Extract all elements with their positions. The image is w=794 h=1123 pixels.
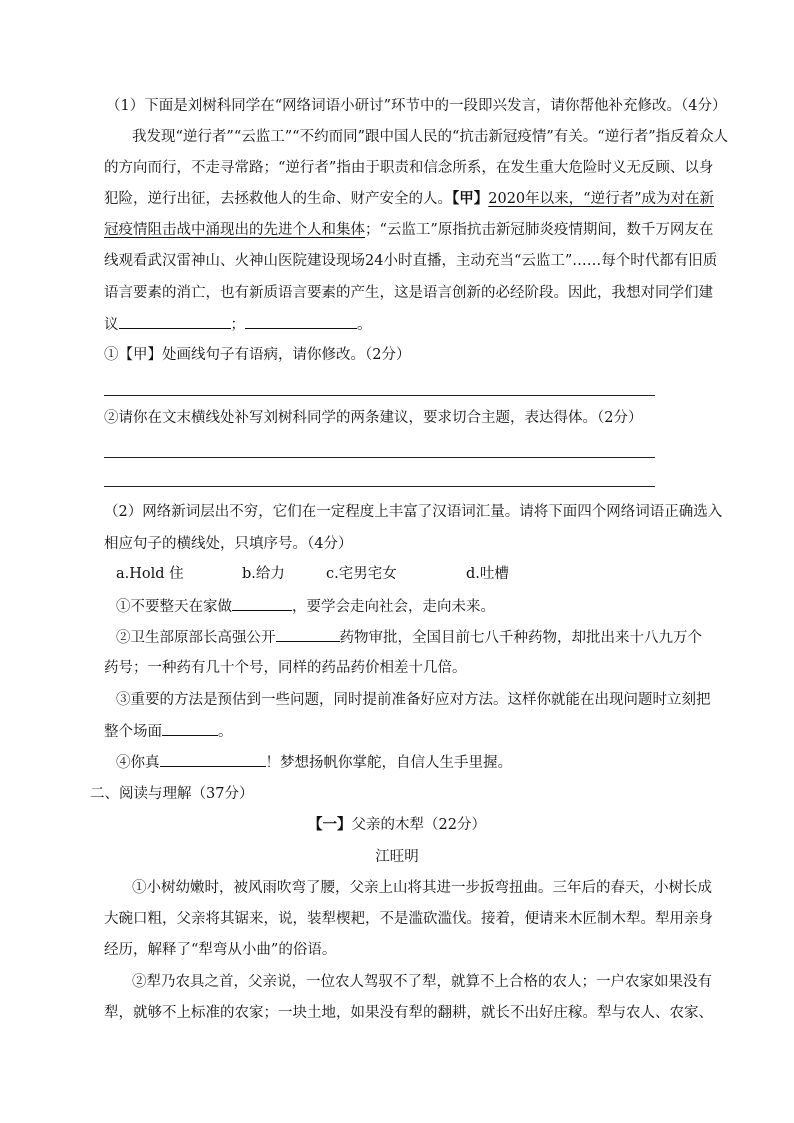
q2-text: 药物审批，全国目前七八千种药物，却批出来十八九万个 [339,630,702,646]
answer-blank[interactable] [245,314,357,329]
option-b: b.给力 [242,566,285,582]
jia-mark: 【甲】 [452,190,489,207]
q2-text: ，要学会走向社会，走向未来。 [292,599,495,615]
q1-paragraph-line: 线观看武汉雷神山、火神山医院建设现场24小时直播，主动充当“云监工”……每个时代都有旧质 [104,253,718,269]
underlined-sentence: 2020年以来，“逆行者”成为对在新 [488,191,714,207]
q2-text: 。 [218,724,233,740]
passage-line: ②犁乃农具之首，父亲说，一位农人驾驭不了犁，就算不上合格的农人；一户农家如果没有 [132,974,712,990]
q2-text: ④你真 [116,755,160,771]
answer-line[interactable] [104,395,655,396]
passage-line: 犁，就够不上标准的农家；一块土地，如果没有犁的翻耕，就长不出好庄稼。犁与农人、农家、 [104,1005,713,1021]
answer-blank[interactable] [232,596,292,611]
passage-title-text: 父亲的木犁（22分） [351,817,486,833]
q1-text: 。 [357,317,372,333]
q2-text: 整个场面 [104,724,162,740]
q1-paragraph-line [104,220,714,240]
q2-header: 相应句子的横线处，只填序号。（4分） [104,536,353,552]
section-heading: 二、阅读与理解（37分） [90,786,254,802]
q1-sub2: ②请你在文末横线处补写刘树科同学的两条建议，要求切合主题，表达得体。（2分） [104,410,643,426]
passage-line: ①小树幼嫩时，被风雨吹弯了腰，父亲上山将其进一步扳弯扭曲。三年后的春天，小树长成 [132,880,712,896]
passage-mark: 【一】 [308,816,352,833]
answer-line[interactable] [104,486,655,487]
q1-text: ；“云监工”原指抗击新冠肺炎疫情期间，数千万网友在 [365,222,714,238]
q2-sentence-4 [116,752,706,773]
option-d: d.吐槽 [466,566,509,582]
answer-blank[interactable] [276,627,340,642]
q1-paragraph-line: 我发现“逆行者”“云监工”“不约而同”跟中国人民的“抗击新冠疫情”有关。“逆行者”指反着众人 [132,129,729,145]
option-c: c.宅男宅女 [326,566,397,582]
q1-header: （1）下面是刘树科同学在“网络词语小研讨”环节中的一段即兴发言，请你帮他补充修改。（4分） [106,98,727,114]
passage-line: 大碗口粗，父亲将其锯来，说，装犁楔耙，不是滥砍滥伐。接着，便请来木匠制木犁。犁用亲身 [104,911,713,927]
underlined-sentence: 冠疫情阻击战中涌现出的先进个人和集体 [104,222,365,238]
q1-paragraph-line: 的方向而行，不走寻常路；“逆行者”指由于职责和信念所系，在发生重大危险时义无反顾、以身 [104,160,714,176]
q1-paragraph-line: 语言要素的消亡，也有新质语言要素的产生，这是语言创新的必经阶段。因此，我想对同学们建 [104,285,713,301]
q2-sentence-3-cont [104,721,694,742]
q2-sentence-3: ③重要的方法是预估到一些问题，同时提前准备好应对方法。这样你就能在出现问题时立刻把 [116,692,711,708]
q2-sentence-1 [116,596,706,617]
q2-sentence-2-cont: 药号；一种药有几十个号，同样的药品药价相差十几倍。 [104,660,467,676]
q1-text: 犯险，逆行出征，去拯救他人的生命、财产安全的人。 [104,191,452,207]
passage-author: 江旺明 [375,849,419,865]
answer-line[interactable] [104,457,655,458]
q2-sentence-2 [116,627,706,648]
passage-line: 经历，解释了“犁弯从小曲”的俗语。 [104,942,337,958]
q1-paragraph-line [104,189,714,209]
answer-blank[interactable] [119,314,231,329]
q2-text: ②卫生部原部长高强公开 [116,630,276,646]
passage-title [0,815,794,835]
q1-text: 议 [104,317,119,333]
answer-blank[interactable] [160,752,266,767]
q1-text: ； [230,317,245,333]
q1-paragraph-line [104,314,694,335]
q1-sub1: ①【甲】处画线句子有语病，请你修改。（2分） [104,347,411,363]
q2-text: ①不要整天在家做 [116,599,232,615]
q2-header: （2）网络新词层出不穷，它们在一定程度上丰富了汉语词汇量。请将下面四个网络词语正确选入 [104,504,723,520]
q2-text: ！梦想扬帆你掌舵，自信人生手里握。 [265,755,512,771]
option-a: a.Hold 住 [116,566,184,582]
answer-blank[interactable] [162,721,218,736]
